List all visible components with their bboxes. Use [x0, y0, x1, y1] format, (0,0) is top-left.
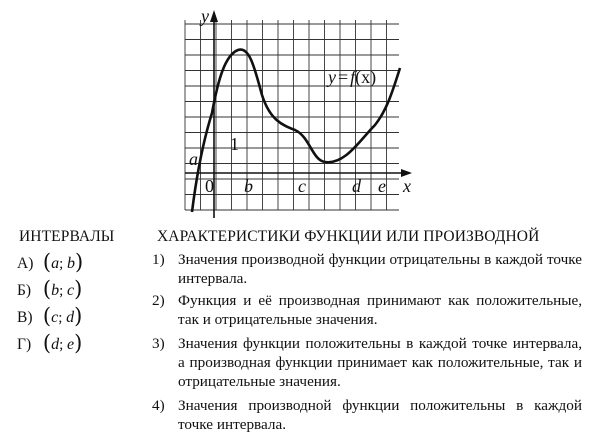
y-axis-arrow — [210, 10, 218, 22]
interval-letter: А) — [17, 255, 34, 272]
x-axis-label: x — [403, 176, 411, 196]
interval-letter: Г) — [17, 336, 32, 353]
interval-letter: Б) — [17, 282, 32, 299]
characteristic-item: 2) Функция и её производная принимают как положительные, так и отрицательные значения. — [152, 292, 582, 328]
interval-item: Б) (b; c) — [17, 277, 83, 301]
characteristic-item: 4) Значения производной функции положительны в каждой точке интервала. — [152, 397, 582, 433]
interval-item: В) (c; d) — [17, 304, 83, 328]
point-b-label: b — [244, 176, 253, 196]
grid-lines — [185, 20, 399, 210]
origin-label: 0 — [205, 176, 214, 196]
point-e-label: e — [378, 176, 386, 196]
function-label: y = f(x) — [328, 67, 377, 87]
intervals-header: ИНТЕРВАЛЫ — [19, 228, 115, 245]
characteristic-item: 1) Значения производной функции отрицательны в каждой точке интервала. — [152, 251, 582, 287]
point-c-label: c — [298, 176, 306, 196]
unit-label: 1 — [230, 134, 239, 154]
interval-item: А) (a; b) — [17, 250, 84, 274]
point-d-label: d — [352, 176, 361, 196]
interval-item: Г) (d; e) — [17, 331, 83, 355]
y-axis-label: y — [201, 6, 209, 26]
point-a-label: a — [189, 149, 198, 169]
characteristic-item: 3) Значения функции положительны в каждой точке интервала, а производная функции принимает как положительные, так и отрицательные значения. — [152, 335, 582, 390]
interval-letter: В) — [17, 309, 33, 326]
characteristics-header: ХАРАКТЕРИСТИКИ ФУНКЦИИ ИЛИ ПРОИЗВОДНОЙ — [157, 228, 540, 245]
